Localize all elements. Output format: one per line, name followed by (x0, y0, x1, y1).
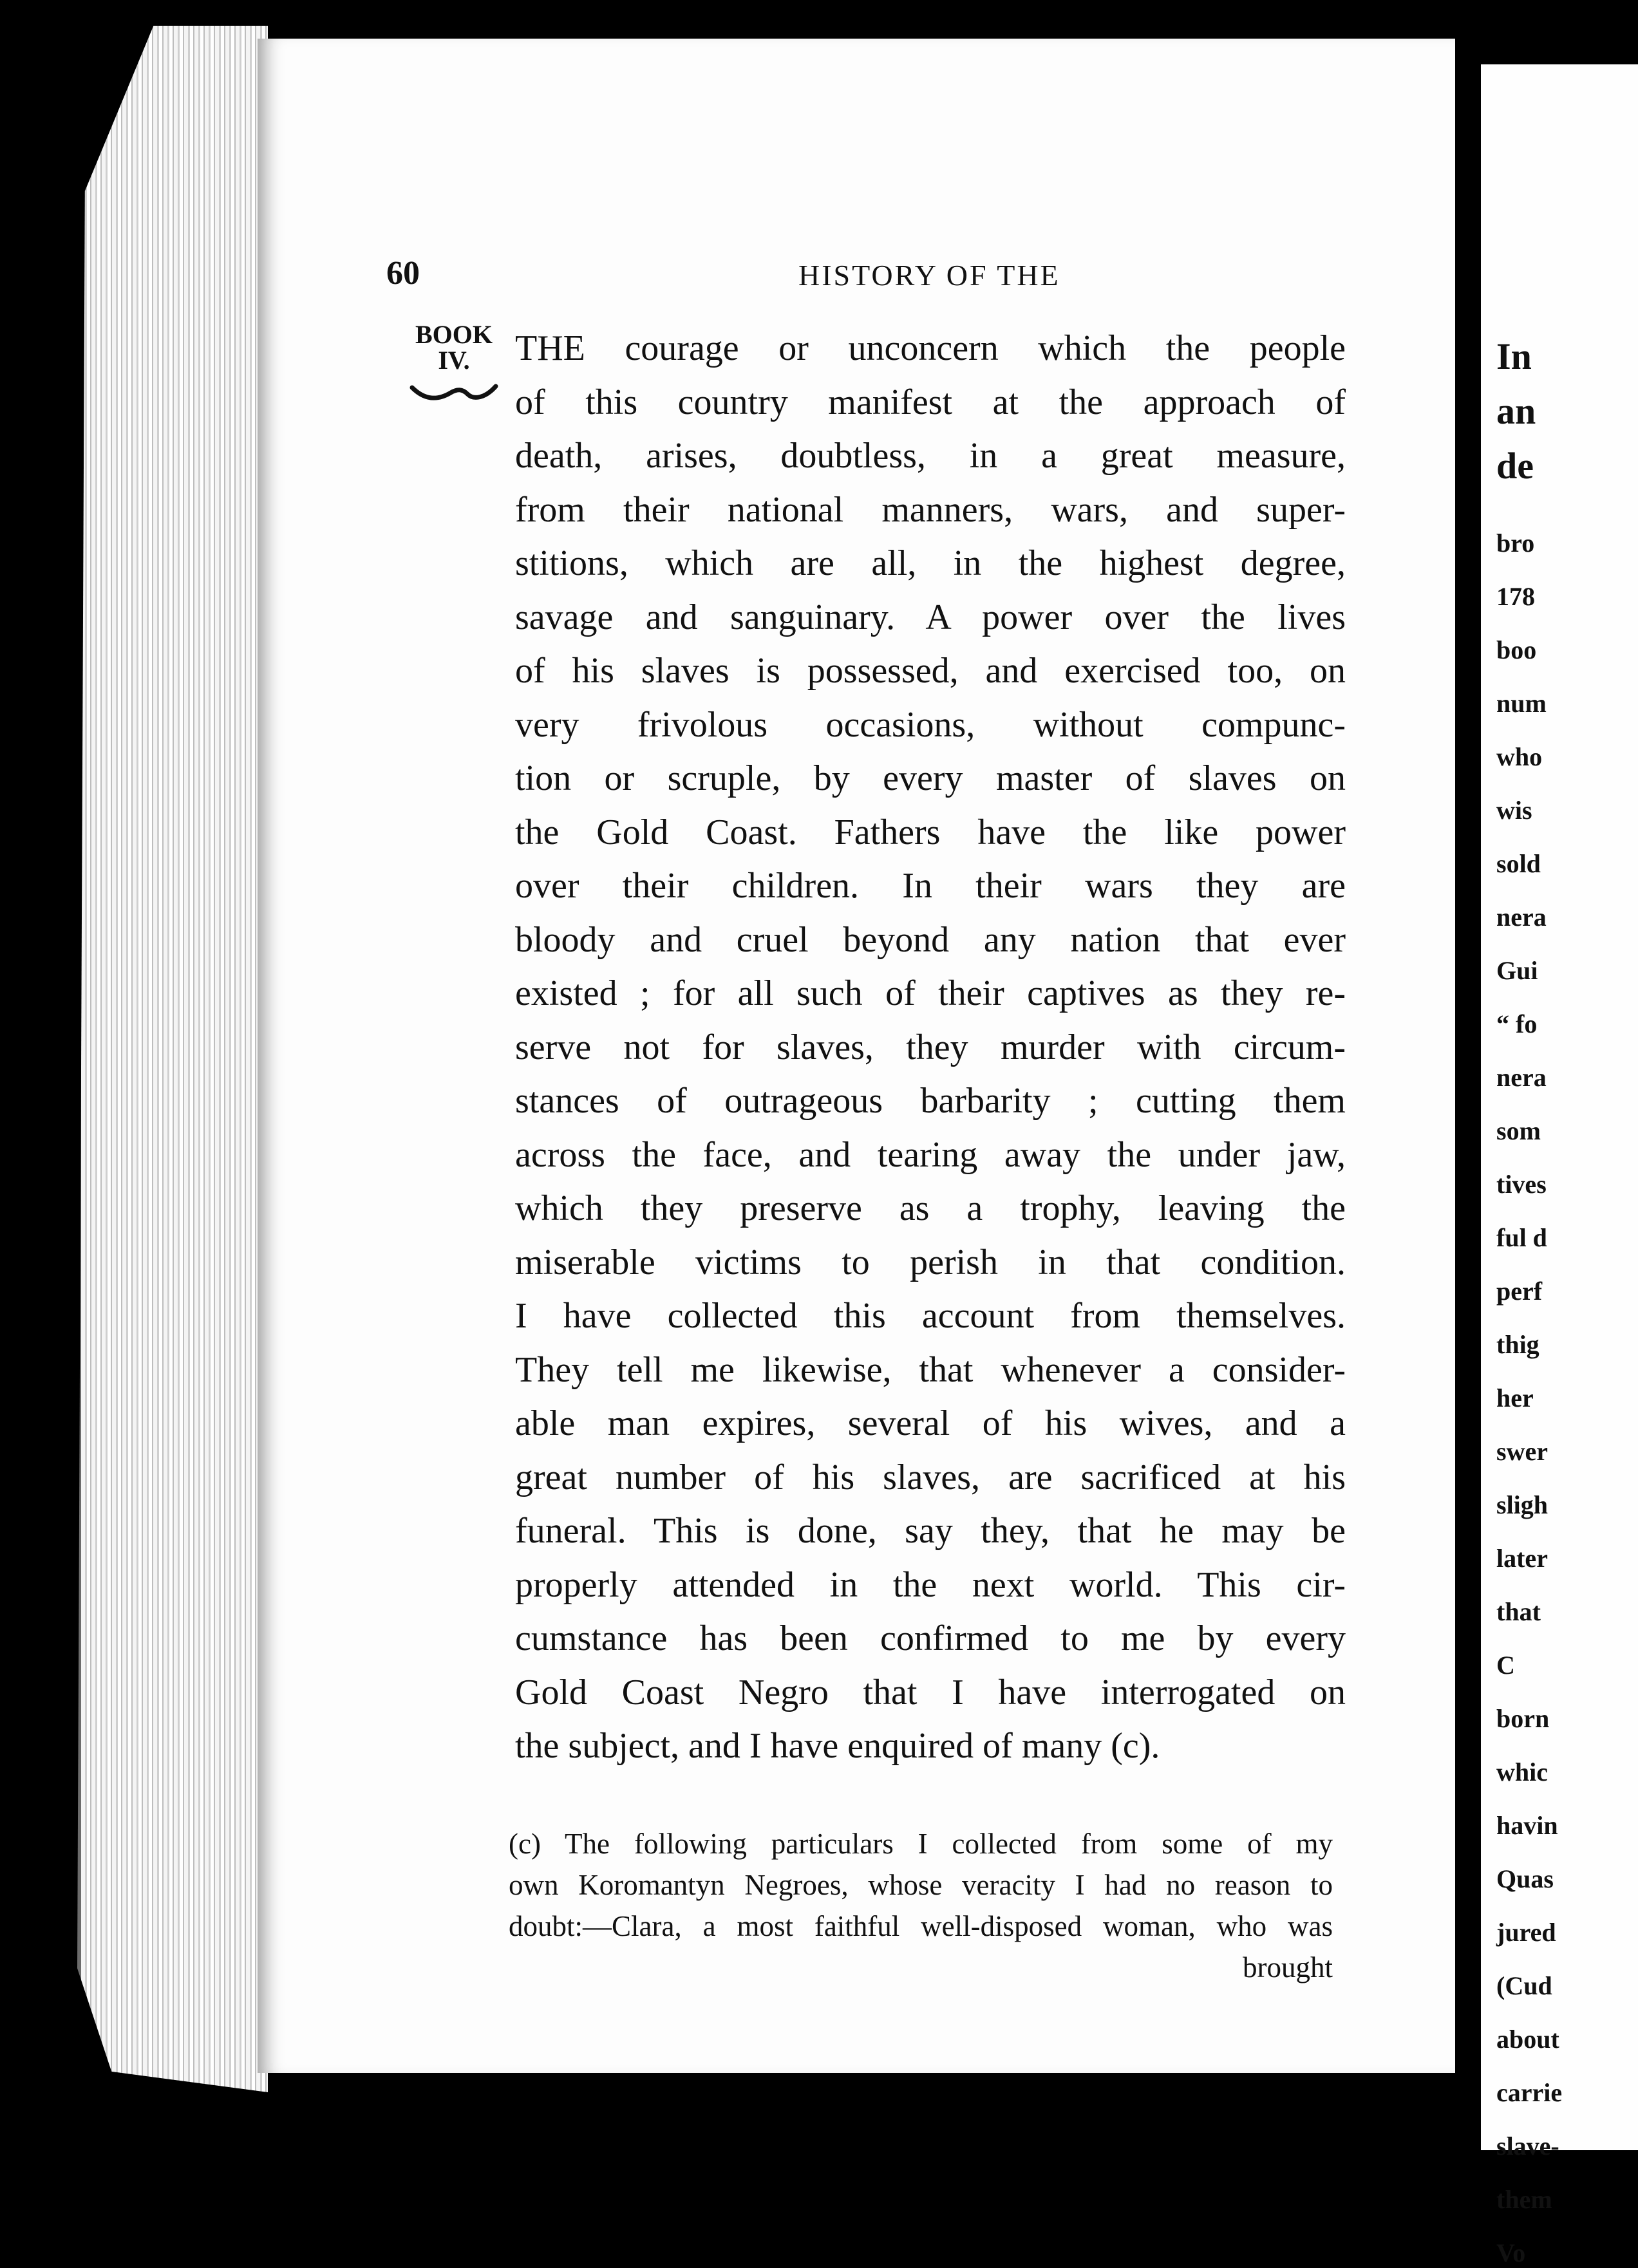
facing-page-line-fragment: slave- (1496, 2132, 1559, 2160)
body-text-line: able man expires, several of his wives, and a (515, 1403, 1346, 1443)
body-text-line: very frivolous occasions, without compunc- (515, 704, 1346, 745)
facing-page-line-fragment: later (1496, 1544, 1548, 1573)
body-text-line: which they preserve as a trophy, leaving the (515, 1188, 1346, 1228)
facing-page-line-fragment: sold (1496, 849, 1541, 878)
facing-page-line-fragment: thig (1496, 1330, 1539, 1359)
facing-page-line-fragment: som (1496, 1116, 1541, 1145)
body-text-line: serve not for slaves, they murder with circum- (515, 1027, 1346, 1067)
facing-page-line-fragment: about (1496, 2025, 1559, 2054)
facing-page-line-fragment: them (1496, 2185, 1552, 2214)
body-text-line: properly attended in the next world. This cir- (515, 1564, 1346, 1605)
body-text-line: stances of outrageous barbarity ; cutting them (515, 1081, 1346, 1121)
body-text-line: from their national manners, wars, and super- (515, 489, 1346, 530)
facing-page-line-fragment: swer (1496, 1437, 1548, 1466)
facing-page-line-fragment: wis (1496, 796, 1532, 825)
facing-page-heading-fragment: de (1496, 445, 1534, 487)
facing-page-line-fragment: (Cud (1496, 1971, 1552, 2000)
body-text-line: tion or scruple, by every master of slaves on (515, 758, 1346, 798)
footnote-line: doubt:—Clara, a most faithful well-disposed woman, who was (509, 1910, 1333, 1942)
body-text-line: Gold Coast Negro that I have interrogated on (515, 1672, 1346, 1712)
body-text (515, 322, 1346, 1774)
ornament-icon (396, 379, 512, 408)
facing-page-line-fragment: that (1496, 1597, 1541, 1626)
margin-note (396, 322, 512, 408)
facing-page-line-fragment: her (1496, 1383, 1534, 1412)
facing-page-line-fragment: sligh (1496, 1490, 1549, 1519)
facing-page-line-fragment: havin (1496, 1811, 1558, 1840)
body-text-line: bloody and cruel beyond any nation that ever (515, 919, 1346, 960)
facing-page-line-fragment: jured (1496, 1918, 1556, 1947)
body-text-line: death, arises, doubtless, in a great measure, (515, 436, 1346, 476)
margin-note-book: BOOK (415, 320, 493, 349)
facing-page-line-fragment: perf (1496, 1277, 1543, 1306)
body-text-line: of this country manifest at the approach of (515, 382, 1346, 422)
body-text-line: existed ; for all such of their captives as they re- (515, 973, 1346, 1013)
facing-page-line-fragment: whic (1496, 1757, 1548, 1786)
body-text-line: miserable victims to perish in that condition. (515, 1242, 1346, 1282)
facing-page-line-fragment: 178 (1496, 582, 1535, 611)
facing-page-line-fragment: tives (1496, 1170, 1547, 1199)
facing-page-line-fragment: ful d (1496, 1223, 1547, 1252)
facing-page-line-fragment: num (1496, 689, 1547, 718)
body-text-line: They tell me likewise, that whenever a consider- (515, 1349, 1346, 1390)
book-page-edges (77, 26, 268, 2092)
page-header-title: HISTORY OF THE (798, 259, 1060, 292)
facing-page-heading-fragment: an (1496, 390, 1536, 432)
facing-page-line-fragment: Gui (1496, 956, 1538, 985)
body-text-line: stitions, which are all, in the highest degree, (515, 543, 1346, 583)
facing-page-line-fragment: C (1496, 1651, 1515, 1680)
body-text-line: across the face, and tearing away the under jaw, (515, 1134, 1346, 1175)
facing-page-line-fragment: “ fo (1496, 1009, 1538, 1038)
footnote-line: (c) The following particulars I collected from some of my (509, 1828, 1333, 1860)
facing-page-line-fragment: who (1496, 742, 1543, 771)
facing-page (1481, 64, 1638, 2267)
body-text-line: savage and sanguinary. A power over the lives (515, 597, 1346, 637)
facing-page-line-fragment: bro (1496, 529, 1535, 558)
facing-page-line-fragment: boo (1496, 635, 1537, 664)
body-text-line: of his slaves is possessed, and exercised too, on (515, 651, 1346, 691)
page-number: 60 (386, 255, 420, 292)
body-text-line: over their children. In their wars they are (515, 866, 1346, 906)
body-text-line: funeral. This is done, say they, that he may be (515, 1511, 1346, 1551)
footnote-line: brought (1243, 1951, 1333, 1983)
page-gutter (1455, 39, 1481, 2073)
body-text-line: THE courage or unconcern which the people (515, 328, 1346, 368)
body-text-line: great number of his slaves, are sacrificed at his (515, 1457, 1346, 1497)
body-text-line: the subject, and I have enquired of many (c). (515, 1726, 1160, 1766)
facing-page-heading-fragment: In (1496, 335, 1532, 377)
margin-note-volume: IV. (438, 346, 470, 375)
footnote (509, 1823, 1333, 1988)
body-text-line: cumstance has been confirmed to me by every (515, 1618, 1346, 1658)
facing-page-line-fragment: carrie (1496, 2078, 1563, 2107)
facing-page-line-fragment: Vo (1496, 2238, 1526, 2267)
footnote-line: own Koromantyn Negroes, whose veracity I had no reason to (509, 1869, 1333, 1901)
body-text-line: I have collected this account from themselves. (515, 1296, 1346, 1336)
facing-page-line-fragment: nera (1496, 1063, 1547, 1092)
facing-page-line-fragment: born (1496, 1704, 1550, 1733)
facing-page-line-fragment: nera (1496, 903, 1547, 932)
body-text-line: the Gold Coast. Fathers have the like power (515, 812, 1346, 852)
facing-page-line-fragment: Quas (1496, 1864, 1554, 1893)
